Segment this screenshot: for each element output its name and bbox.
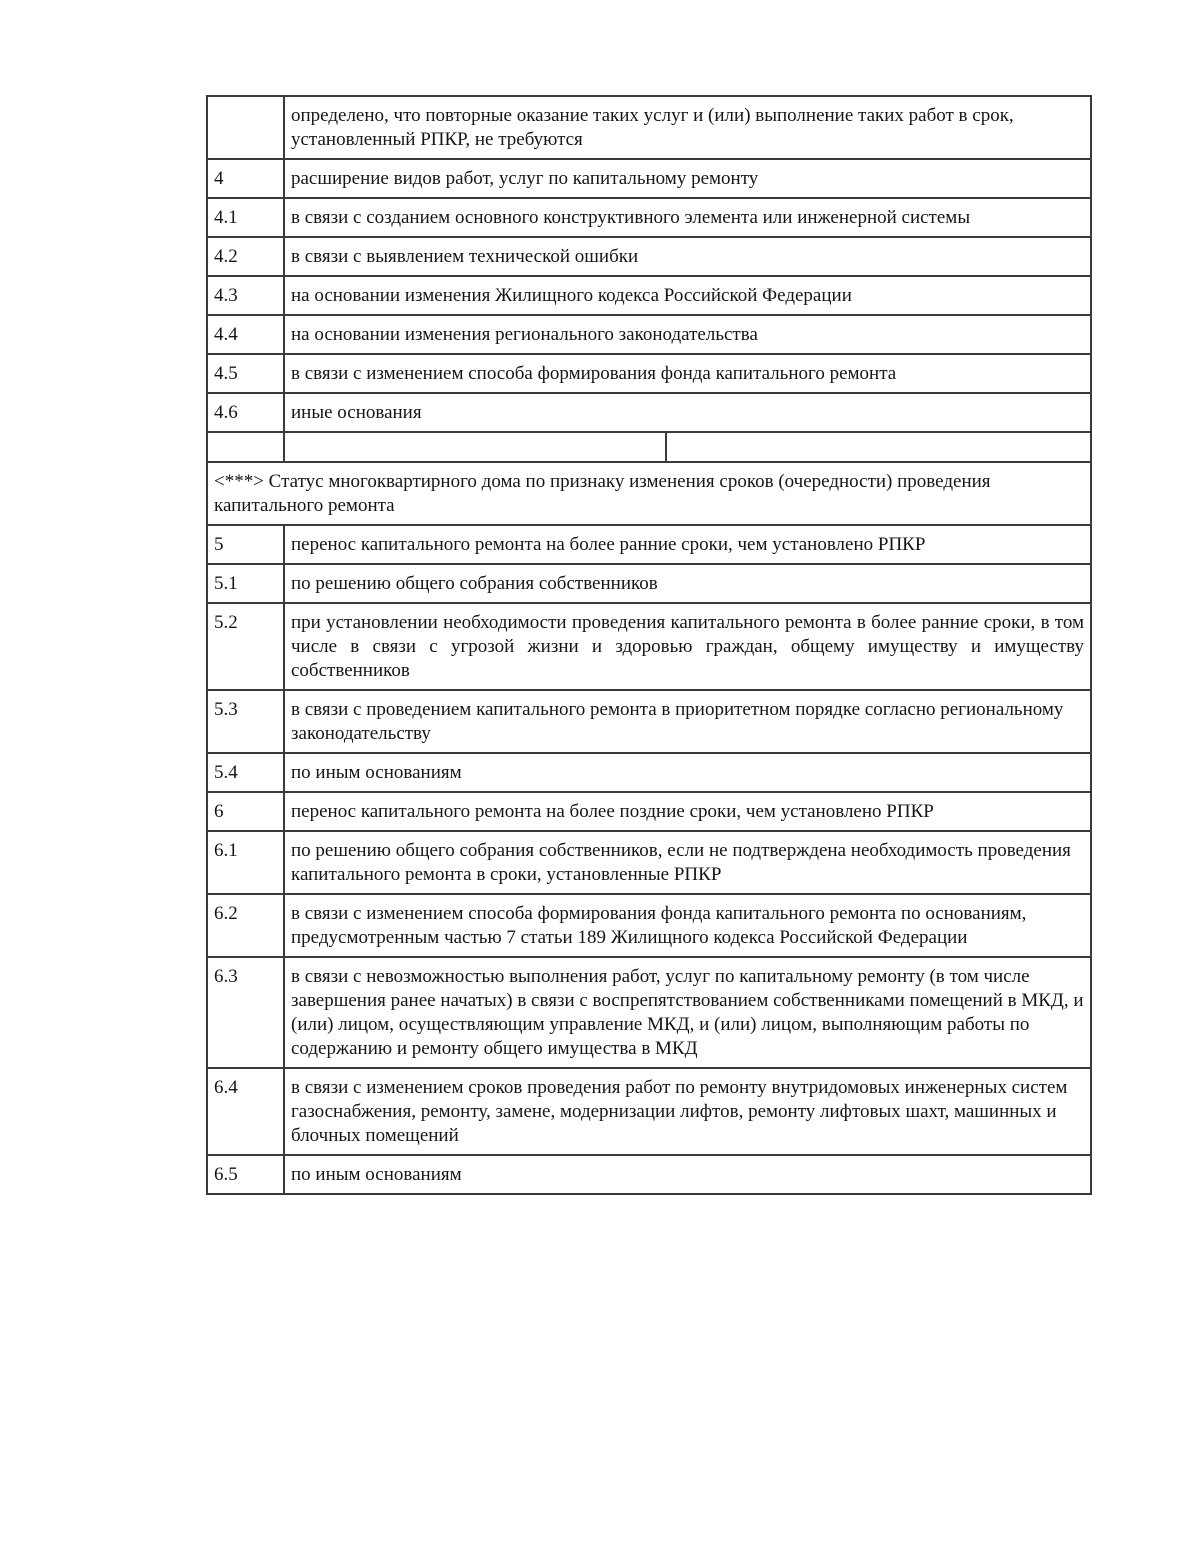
table-row [207, 96, 1091, 159]
empty-cell [284, 432, 666, 462]
row-text: перенос капитального ремонта на более ранние сроки, чем установлено РПКР [284, 525, 1091, 564]
row-text: в связи с изменением способа формирования фонда капитального ремонта по основаниям, предусмотренным частью 7 статьи 189 Жилищного кодекса Российской Федерации [284, 894, 1091, 957]
row-text: по решению общего собрания собственников, если не подтверждена необходимость проведения капитального ремонта в сроки, установленные РПКР [284, 831, 1091, 894]
row-text: иные основания [284, 393, 1091, 432]
row-text: в связи с выявлением технической ошибки [284, 237, 1091, 276]
row-text: по иным основаниям [284, 753, 1091, 792]
row-text: в связи с созданием основного конструктивного элемента или инженерной системы [284, 198, 1091, 237]
row-number: 4 [207, 159, 284, 198]
row-number: 5.1 [207, 564, 284, 603]
table-row [207, 159, 1091, 198]
row-number: 6.3 [207, 957, 284, 1068]
row-number: 5 [207, 525, 284, 564]
row-number: 6.2 [207, 894, 284, 957]
empty-cell [666, 432, 1091, 462]
table-row [207, 792, 1091, 831]
table-row [207, 690, 1091, 753]
table-row [207, 1068, 1091, 1155]
row-text: на основании изменения Жилищного кодекса Российской Федерации [284, 276, 1091, 315]
table-row [207, 753, 1091, 792]
empty-row [207, 432, 1091, 462]
row-text: расширение видов работ, услуг по капитальному ремонту [284, 159, 1091, 198]
table-row [207, 564, 1091, 603]
section-note: <***> Статус многоквартирного дома по признаку изменения сроков (очередности) проведения капитального ремонта [207, 462, 1091, 525]
row-text: в связи с изменением способа формирования фонда капитального ремонта [284, 354, 1091, 393]
table-row [207, 237, 1091, 276]
table-row [207, 603, 1091, 690]
row-text: по решению общего собрания собственников [284, 564, 1091, 603]
row-number: 4.6 [207, 393, 284, 432]
row-number: 5.4 [207, 753, 284, 792]
row-text: на основании изменения регионального законодательства [284, 315, 1091, 354]
table-row [207, 525, 1091, 564]
row-text: в связи с изменением сроков проведения работ по ремонту внутридомовых инженерных систем газоснабжения, ремонту, замене, модернизации лифтов, ремонту лифтовых шахт, машинных и блочных помещений [284, 1068, 1091, 1155]
row-number: 4.4 [207, 315, 284, 354]
row-number: 6.1 [207, 831, 284, 894]
row-number: 4.2 [207, 237, 284, 276]
row-text: определено, что повторные оказание таких услуг и (или) выполнение таких работ в срок, установленный РПКР, не требуются [284, 96, 1091, 159]
row-number [207, 96, 284, 159]
row-number: 6.4 [207, 1068, 284, 1155]
table-row [207, 315, 1091, 354]
section-note-row [207, 462, 1091, 525]
row-text: перенос капитального ремонта на более поздние сроки, чем установлено РПКР [284, 792, 1091, 831]
table-row [207, 198, 1091, 237]
row-number: 5.3 [207, 690, 284, 753]
table-row [207, 354, 1091, 393]
row-text: в связи с проведением капитального ремонта в приоритетном порядке согласно региональному законодательству [284, 690, 1091, 753]
row-text: при установлении необходимости проведения капитального ремонта в более ранние сроки, в том числе в связи с угрозой жизни и здоровью граждан, общему имуществу и имуществу собственников [284, 603, 1091, 690]
row-number: 6 [207, 792, 284, 831]
table-row [207, 276, 1091, 315]
row-number: 4.5 [207, 354, 284, 393]
row-number: 5.2 [207, 603, 284, 690]
empty-cell [207, 432, 284, 462]
status-table [206, 95, 1092, 1195]
row-text: в связи с невозможностью выполнения работ, услуг по капитальному ремонту (в том числе завершения ранее начатых) в связи с воспрепятствованием собственниками помещений в МКД, и (или) лицом, осуществляющим управление МКД, и (или) лицом, выполняющим работы по содержанию и ремонту общего имущества в МКД [284, 957, 1091, 1068]
table-row [207, 894, 1091, 957]
table-row [207, 957, 1091, 1068]
table-row [207, 1155, 1091, 1194]
table-row [207, 393, 1091, 432]
row-text: по иным основаниям [284, 1155, 1091, 1194]
row-number: 4.3 [207, 276, 284, 315]
row-number: 6.5 [207, 1155, 284, 1194]
row-number: 4.1 [207, 198, 284, 237]
table-row [207, 831, 1091, 894]
